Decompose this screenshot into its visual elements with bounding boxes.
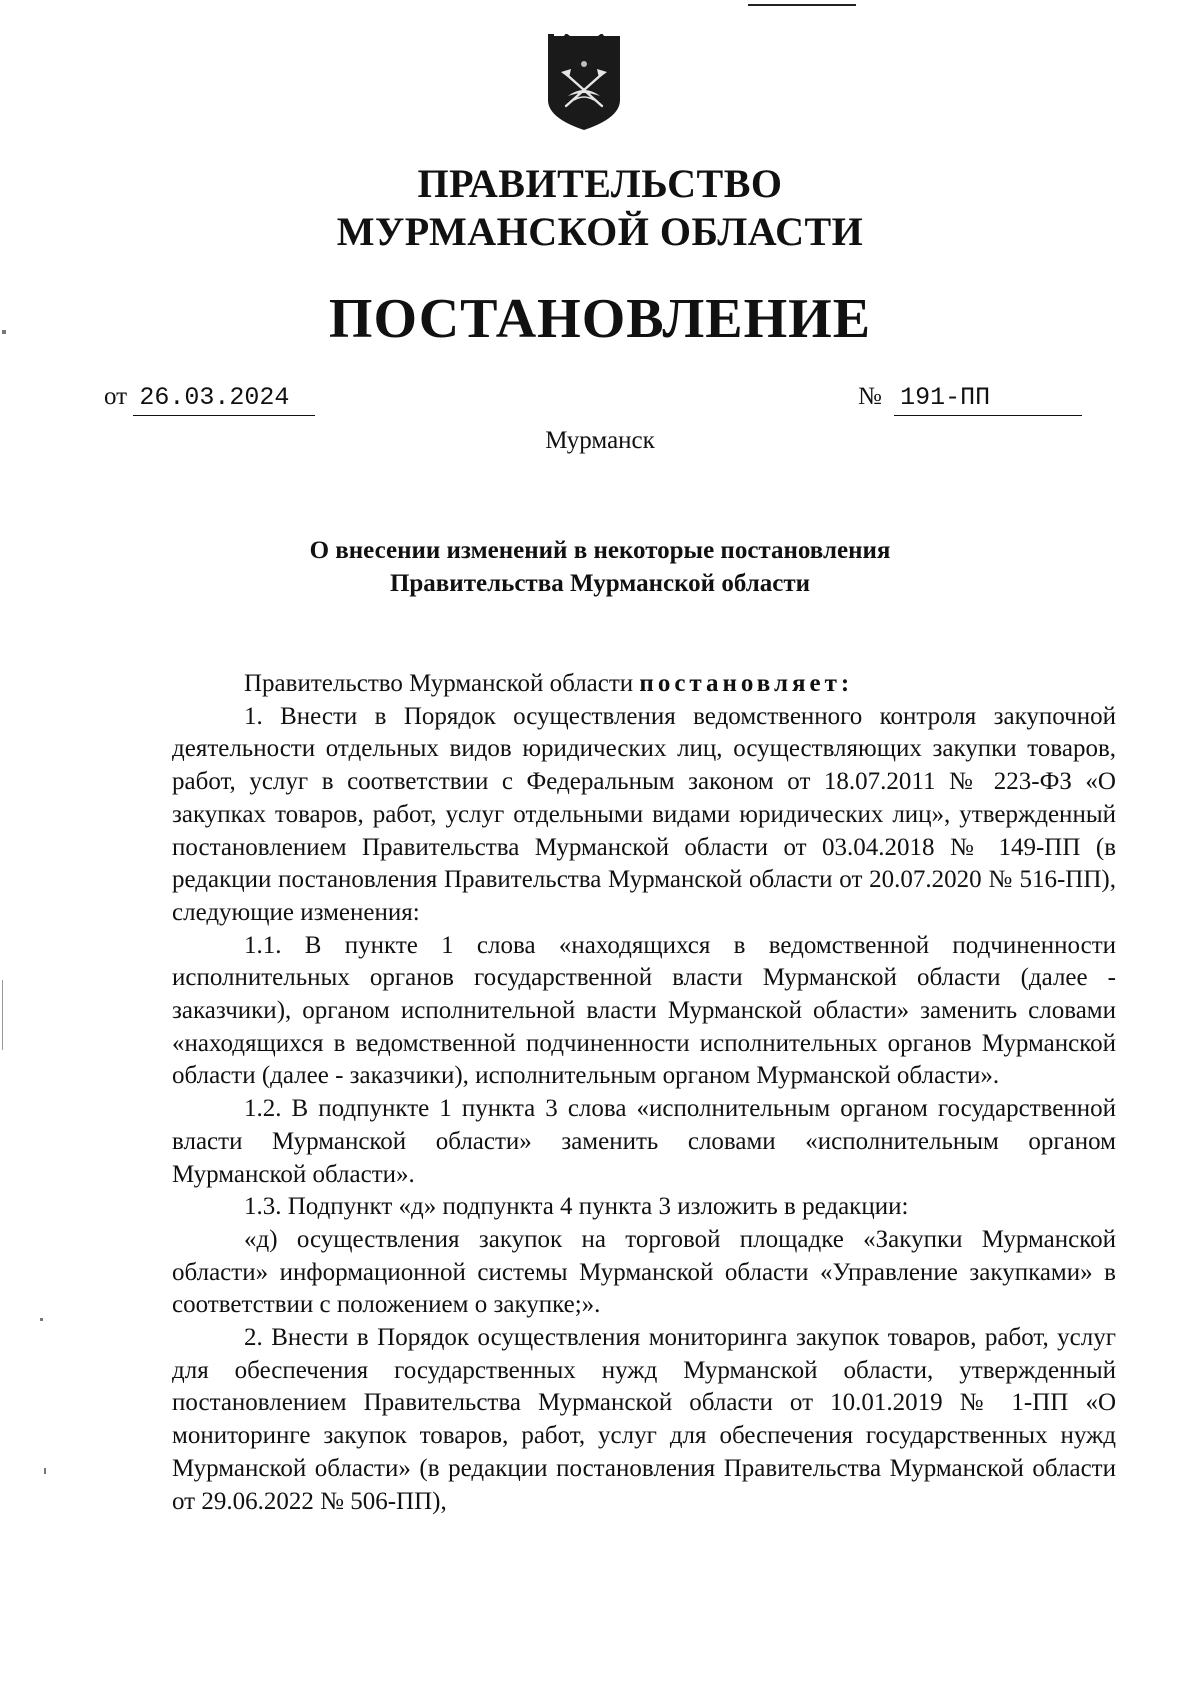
document-number-row	[858, 380, 1082, 416]
document-body	[172, 668, 1116, 1518]
subject-line2: Правительства Мурманской области	[389, 570, 811, 597]
preamble-text: Правительство Мурманской области	[244, 670, 640, 697]
scan-speck	[2, 330, 6, 334]
document-city: Мурманск	[545, 427, 655, 454]
document-subject	[0, 534, 1200, 600]
document-number: 191-ПП	[894, 381, 1082, 416]
preamble-emphasis: постановляет:	[639, 670, 854, 697]
scan-speck	[40, 1318, 43, 1321]
paragraph-1: 1. Внести в Порядок осуществления ведомственного контроля закупочной деятельности отдельных видов юридических лиц, осуществляющих закупки товаров, работ, услуг в соответствии с Федеральным законом от 18.07.2011 № 223-ФЗ «О закупках товаров, работ, услуг отдельными видами юридических лиц», утвержденный постановлением Правительства Мурманской области от 03.04.2018 № 149-ПП (в редакции постановления Правительства Мурманской области от 20.07.2020 № 516-ПП), следующие изменения:	[172, 702, 1116, 926]
document-type-title: ПОСТАНОВЛЕНИЕ	[328, 288, 872, 350]
government-name-line2: МУРМАНСКОЙ ОБЛАСТИ	[336, 209, 864, 254]
paragraph-1-3-d: «д) осуществления закупок на торговой площадке «Закупки Мурманской области» информационной системы Мурманской области «Управление закупками» в соответствии с положением о закупке;».	[172, 1225, 1116, 1319]
subject-line1: О внесении изменений в некоторые постановления	[309, 537, 891, 564]
number-prefix: №	[858, 383, 882, 410]
scan-line	[2, 980, 3, 1050]
scan-speck	[44, 1468, 46, 1474]
coat-of-arms-icon	[544, 34, 624, 132]
date-prefix: от	[104, 383, 128, 410]
paragraph-1-2: 1.2. В подпункте 1 пункта 3 слова «исполнительным органом государственной власти Мурманской области» заменить словами «исполнительным органом Мурманской области».	[172, 1095, 1116, 1188]
document-date: 26.03.2024	[133, 381, 315, 416]
paragraph-1-3: 1.3. Подпункт «д» подпункта 4 пункта 3 изложить в редакции:	[244, 1193, 909, 1221]
paragraph-2: 2. Внести в Порядок осуществления мониторинга закупок товаров, работ, услуг для обеспечения государственных нужд Мурманской области, утвержденный постановлением Правительства Мурманской области от 10.01.2019 № 1-ПП «О мониторинге закупок товаров, работ, услуг для обеспечения государственных нужд Мурманской области» (в редакции постановления Правительства Мурманской области от 29.06.2022 № 506-ПП),	[172, 1324, 1116, 1515]
top-rule	[748, 4, 856, 6]
preamble	[172, 668, 1116, 701]
paragraph-1-1: 1.1. В пункте 1 слова «находящихся в ведомственной подчиненности исполнительных органов государственной власти Мурманской области (далее - заказчики), органом исполнительной власти Мурманской области» заменить словами «находящихся в ведомственной подчиненности исполнительных органов Мурманской области (далее - заказчики), исполнительным органом Мурманской области».	[172, 931, 1116, 1090]
document-date-row	[104, 380, 315, 416]
government-name-line1: ПРАВИТЕЛЬСТВО	[417, 161, 783, 206]
